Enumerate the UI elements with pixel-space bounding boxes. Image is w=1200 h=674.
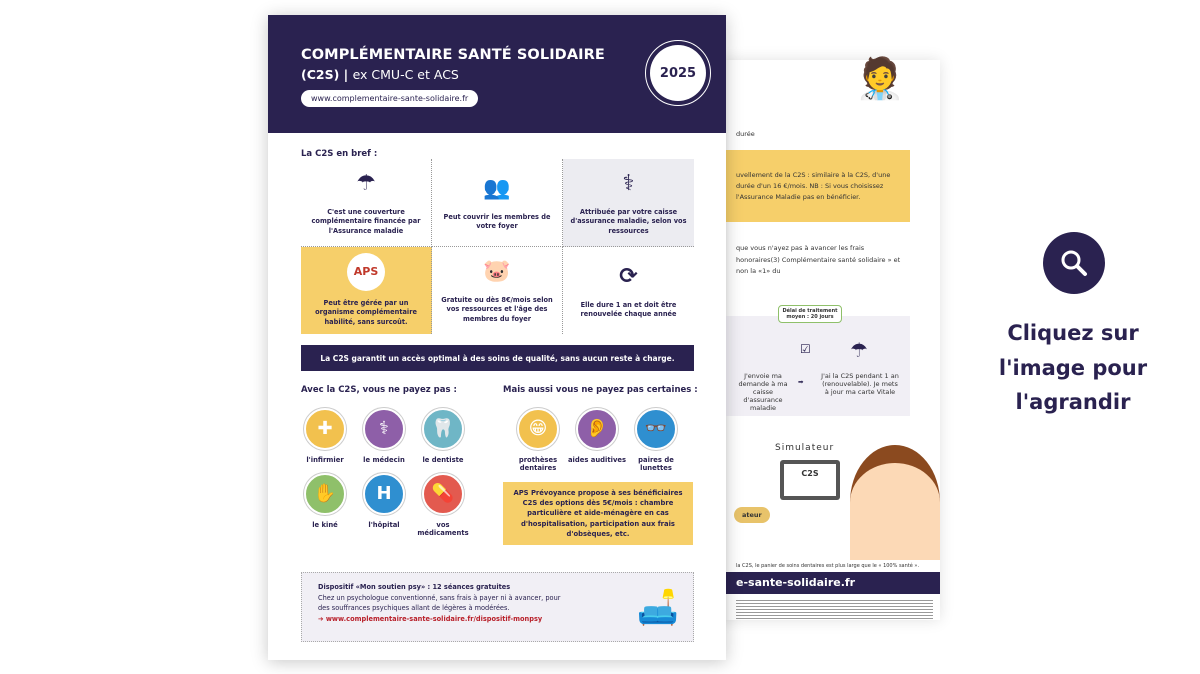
no-pay-title: Avec la C2S, vous ne payez pas :: [301, 385, 457, 395]
no_pay-item: [413, 408, 473, 464]
no_pay-item: [354, 473, 414, 529]
psy-title: Dispositif «Mon soutien psy» : 12 séances gratuites: [318, 583, 511, 591]
back-note: la C2S, le panier de soins dentaires est plus large que le « 100% santé ».: [736, 563, 920, 569]
document-title: COMPLÉMENTAIRE SANTÉ SOLIDAIRE: [301, 47, 605, 63]
also-icon: 👓: [635, 408, 677, 450]
delay-bubble: Délai de traitement moyen : 20 jours: [778, 305, 842, 323]
umbrella-icon: ☂: [356, 170, 376, 196]
brief-text: Peut couvrir les membres de votre foyer: [443, 212, 551, 231]
enlarge-image-cta[interactable]: Cliquez sur l'image pour l'agrandir: [998, 321, 1148, 415]
simulator-title: Simulateur: [775, 443, 835, 453]
quality-banner: La C2S garantit un accès optimal à des soins de qualité, sans aucun reste à charge.: [301, 345, 694, 371]
no_pay-label: l'infirmier: [306, 456, 344, 464]
also-item: [626, 408, 686, 472]
document-preview-front[interactable]: [268, 15, 726, 660]
character-illustration: [850, 445, 940, 560]
advisors-illustration: 🧑‍⚕️: [855, 56, 905, 102]
brief-text: Peut être gérée par un organisme complémentaire habilité, sans surcoût.: [315, 298, 417, 327]
check-icon: ☑: [800, 342, 811, 356]
no_pay-label: l'hôpital: [368, 521, 400, 529]
step-2: J'ai la C2S pendant 1 an (renouvelable). Je mets à jour ma carte Vitale: [821, 372, 899, 396]
also-item: [567, 408, 627, 464]
document-header: [268, 15, 726, 133]
umbrella-icon: ☂: [850, 338, 868, 362]
also-item: [508, 408, 568, 472]
brief-cell: [563, 159, 694, 247]
arrow-icon: ➡: [798, 378, 804, 386]
no_pay-item: [354, 408, 414, 464]
legal-text: [736, 600, 933, 620]
website-pill: www.complementaire-sante-solidaire.fr: [301, 90, 478, 107]
brief-cell: [563, 247, 694, 335]
no_pay-icon: ⚕: [363, 408, 405, 450]
also-title: Mais aussi vous ne payez pas certaines :: [503, 385, 698, 395]
assurance-maladie-logo-icon: ⚕: [622, 170, 635, 196]
no_pay-icon: ✚: [304, 408, 346, 450]
mon-soutien-psy-box: [301, 572, 694, 642]
no_pay-item: [295, 473, 355, 529]
no_pay-label: le médecin: [363, 456, 405, 464]
brief-text: Elle dure 1 an et doit être renouvelée chaque année: [580, 300, 677, 319]
people-icon: 👥: [483, 175, 511, 201]
subtitle: ex CMU-C et ACS: [352, 67, 459, 82]
back-line: durée: [736, 130, 755, 138]
no_pay-icon: 💊: [422, 473, 464, 515]
search-icon: [1058, 247, 1090, 279]
brief-cell: [432, 159, 563, 247]
aps-logo-icon: APS: [347, 253, 385, 291]
also-icon: 😁: [517, 408, 559, 450]
brief-text: Attribuée par votre caisse d'assurance maladie, selon vos ressources: [570, 207, 687, 235]
piggy-bank-icon: 🐷: [483, 258, 511, 284]
no_pay-icon: 🦷: [422, 408, 464, 450]
also-label: aides auditives: [567, 456, 627, 464]
psy-link[interactable]: ➔ www.complementaire-sante-solidaire.fr/dispositif-monpsy: [318, 614, 543, 623]
zoom-search-button[interactable]: [1043, 232, 1105, 294]
no_pay-label: le dentiste: [422, 456, 464, 464]
no_pay-label: le kiné: [312, 521, 338, 529]
also-label: paires de lunettes: [638, 456, 674, 473]
no_pay-item: [295, 408, 355, 464]
renew-icon: ⟳: [619, 263, 638, 289]
aps-offer-box: APS Prévoyance propose à ses bénéficiaires C2S des options dès 5€/mois : chambre particulière et aide-ménagère en cas d'hospitalisation, participation aux frais d'obsèques, etc.: [503, 482, 693, 545]
simulator-screen: C2S: [784, 464, 836, 496]
no_pay-label: vos médicaments: [417, 521, 469, 538]
step-1: J'envoie ma demande à ma caisse d'assurance maladie: [738, 372, 788, 412]
subtitle-acronym: (C2S) |: [301, 67, 349, 82]
psy-text: Chez un psychologue conventionné, sans frais à payer ni à avancer, pour des souffrances psychiques allant de légères à modérées.: [318, 593, 561, 613]
brief-cell: [432, 247, 563, 335]
also-label: prothèses dentaires: [518, 456, 558, 473]
brief-text: Gratuite ou dès 8€/mois selon vos ressources et l'âge des membres du foyer: [441, 295, 553, 323]
no_pay-item: [413, 473, 473, 537]
back-text: que vous n'ayez pas à avancer les frais honoraires(3) Complémentaire santé solidaire » et non la «1» du: [736, 244, 901, 276]
simulator-button[interactable]: ateur: [734, 507, 770, 523]
back-footer-url: e-sante-solidaire.fr: [700, 572, 940, 594]
back-yellow-box: uvellement de la C2S : similaire à la C2S, d'une durée d'un 16 €/mois. NB : Si vous choisissez l'Assurance Maladie pas en bénéficier.: [700, 150, 910, 222]
also-icon: 👂: [576, 408, 618, 450]
therapy-illustration: 🛋️: [636, 588, 679, 628]
brief-grid: [301, 159, 694, 334]
back-page-preview[interactable]: [700, 60, 940, 620]
no_pay-icon: H: [363, 473, 405, 515]
brief-cell: [301, 247, 432, 335]
brief-title: La C2S en bref :: [301, 149, 378, 159]
brief-text: C'est une couverture complémentaire financée par l'Assurance maladie: [311, 207, 421, 235]
no_pay-icon: ✋: [304, 473, 346, 515]
brief-cell: [301, 159, 432, 247]
year-badge: 2025: [650, 45, 706, 101]
